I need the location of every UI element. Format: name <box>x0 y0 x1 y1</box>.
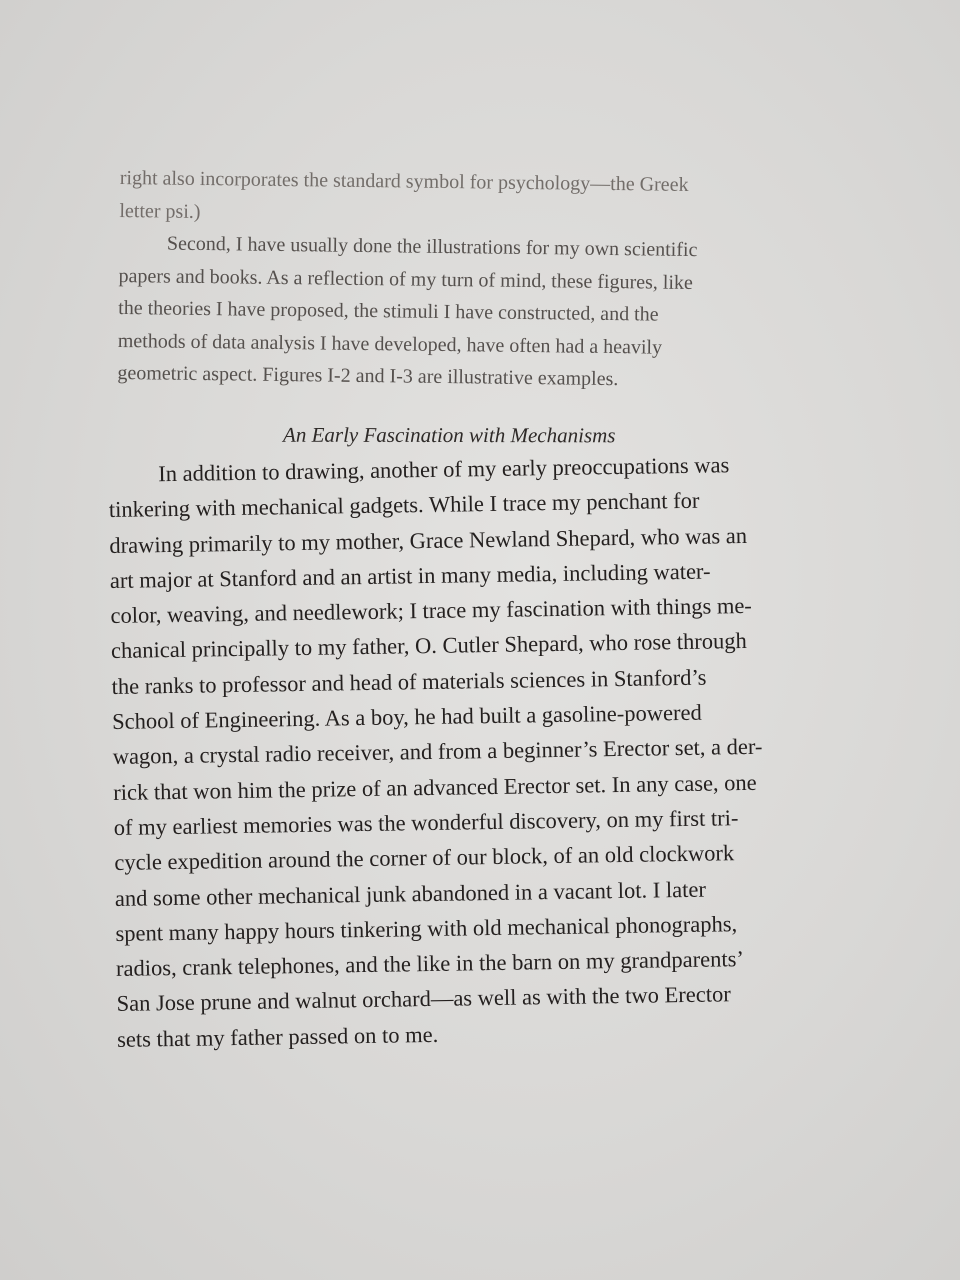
text-line: the theories I have proposed, the stimuli I have constructed, and the <box>118 296 659 326</box>
text-line: geometric aspect. Figures I-2 and I-3 are illustrative examples. <box>117 361 619 391</box>
section-heading: An Early Fascination with Mechanisms <box>282 422 616 448</box>
text-line: methods of data analysis I have developed, have often had a heavily <box>117 329 663 359</box>
text-line: School of Engineering. As a boy, he had built a gasoline-powered <box>111 699 702 735</box>
text-line: Second, I have usually done the illustrations for my own scientific <box>166 232 698 262</box>
text-line: and some other mechanical junk abandoned in a vacant lot. I later <box>114 876 707 911</box>
text-line: right also incorporates the standard symbol for psychology—the Greek <box>119 166 689 196</box>
text-line: the ranks to professor and head of materials sciences in Stanford’s <box>111 664 707 699</box>
text-line: cycle expedition around the corner of our block, of an old clockwork <box>114 840 735 876</box>
text-line: art major at Stanford and an artist in many media, including water- <box>109 558 711 593</box>
text-line: of my earliest memories was the wonderful discovery, on my first tri- <box>113 805 739 840</box>
text-line: chanical principally to my father, O. Cutler Shepard, who rose through <box>110 628 747 664</box>
text-line: tinkering with mechanical gadgets. While I trace my penchant for <box>108 488 700 523</box>
text-line: sets that my father passed on to me. <box>116 1021 439 1052</box>
section-paragraph <box>108 446 837 1057</box>
text-line: rick that won him the prize of an advanced Erector set. In any case, one <box>113 769 757 805</box>
text-line: spent many happy hours tinkering with old mechanical phonographs, <box>115 911 738 946</box>
text-line: color, weaving, and needlework; I trace my fascination with things me- <box>110 593 753 629</box>
text-line: drawing primarily to my mother, Grace Newland Shepard, who was an <box>109 522 748 558</box>
text-line: wagon, a crystal radio receiver, and from a beginner’s Erector set, a der- <box>112 734 763 770</box>
text-line: San Jose prune and walnut orchard—as well as with the two Erector <box>116 981 731 1017</box>
text-line: radios, crank telephones, and the like in the barn on my grandparents’ <box>115 946 745 982</box>
text-line: letter psi.) <box>119 199 201 223</box>
text-line: papers and books. As a reflection of my turn of mind, these figures, like <box>118 264 694 294</box>
text-line: In addition to drawing, another of my early preoccupations was <box>158 452 730 487</box>
top-paragraph <box>117 162 800 398</box>
